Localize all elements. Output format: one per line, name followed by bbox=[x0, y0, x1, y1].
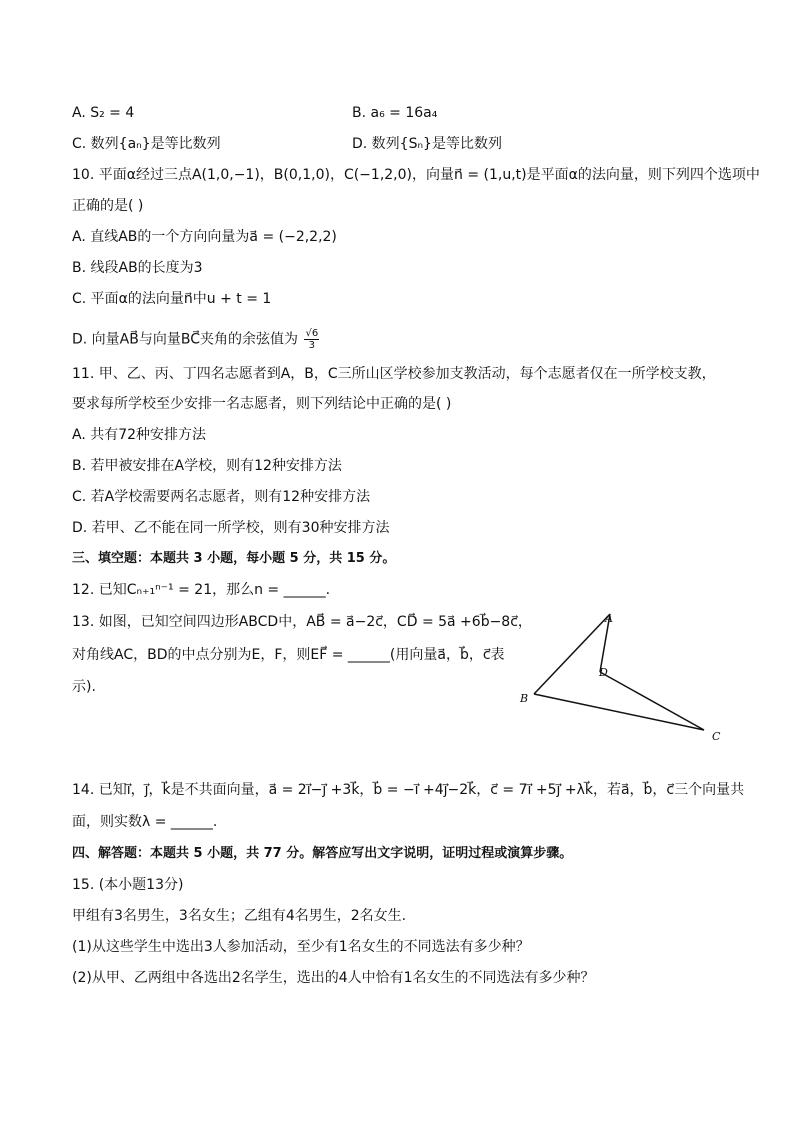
q9-option-a: A. S₂ = 4 bbox=[72, 105, 135, 121]
fraction-denominator: 3 bbox=[308, 340, 315, 351]
q15-part2: (2)从甲、乙两组中各选出2名学生，选出的4人中恰有1名女生的不同选法有多少种？ bbox=[72, 970, 595, 986]
label-a: A bbox=[605, 612, 613, 625]
edge-a-b bbox=[534, 614, 610, 694]
q14-line1: 14. 已知i⃗，j⃗，k⃗是不共面向量，a⃗ = 2i⃗−j⃗ +3k⃗，b⃗ = −i⃗ +4j⃗−2k⃗，c⃗ = 7i⃗ +5j⃗ +λk⃗，若a⃗，b⃗，c⃗三个向量共 bbox=[72, 782, 745, 798]
q10-stem-line1: 10. 平面α经过三点A(1,0,−1)，B(0,1,0)，C(−1,2,0)，向量n⃗ = (1,u,t)是平面α的法向量，则下列四个选项中 bbox=[72, 167, 760, 183]
q9-option-b: B. a₆ = 16a₄ bbox=[352, 105, 438, 121]
q10-option-a: A. 直线AB的一个方向向量为a⃗ = (−2,2,2) bbox=[72, 229, 337, 245]
q15-stem: 甲组有3名男生，3名女生；乙组有4名男生，2名女生. bbox=[72, 908, 407, 924]
quadrilateral-figure bbox=[512, 608, 744, 748]
q11-option-a: A. 共有72种安排方法 bbox=[72, 427, 207, 443]
label-b: B bbox=[520, 692, 529, 705]
q11-option-d: D. 若甲、乙不能在同一所学校，则有30种安排方法 bbox=[72, 520, 390, 536]
fraction-numerator: √6 bbox=[305, 328, 319, 339]
q10-option-d-text: D. 向量AB⃗与向量BC⃗夹角的余弦值为 bbox=[72, 331, 298, 348]
edge-b-c bbox=[534, 694, 704, 730]
q9-option-d: D. 数列{Sₙ}是等比数列 bbox=[352, 136, 502, 152]
q11-stem-line2: 要求每所学校至少安排一名志愿者，则下列结论中正确的是( ) bbox=[72, 396, 452, 412]
q10-option-d bbox=[72, 328, 319, 351]
label-c: C bbox=[712, 730, 721, 743]
q15-part1: (1)从这些学生中选出3人参加活动，至少有1名女生的不同选法有多少种？ bbox=[72, 939, 530, 955]
edge-c-d bbox=[600, 672, 704, 730]
section-4-heading: 四、解答题：本题共 5 小题，共 77 分。解答应写出文字说明，证明过程或演算步骤。 bbox=[72, 846, 573, 861]
q10-option-c: C. 平面α的法向量n⃗中u + t = 1 bbox=[72, 291, 272, 307]
quadrilateral-svg bbox=[512, 608, 744, 748]
q11-option-b: B. 若甲被安排在A学校，则有12种安排方法 bbox=[72, 458, 342, 474]
q13-line1: 13. 如图，已知空间四边形ABCD中，AB⃗ = a⃗−2c⃗，CD⃗ = 5a⃗ +6b⃗−8c⃗， bbox=[72, 614, 532, 630]
q15-header: 15. (本小题13分) bbox=[72, 877, 184, 893]
q9-option-c: C. 数列{aₙ}是等比数列 bbox=[72, 136, 221, 152]
q12-text: 12. 已知Cₙ₊₁ⁿ⁻¹ = 21，那么n = ______. bbox=[72, 582, 331, 598]
q11-option-c: C. 若A学校需要两名志愿者，则有12种安排方法 bbox=[72, 489, 371, 505]
label-d: D bbox=[599, 666, 608, 679]
q14-line2: 面，则实数λ = ______. bbox=[72, 814, 218, 830]
section-3-heading: 三、填空题：本题共 3 小题，每小题 5 分，共 15 分。 bbox=[72, 551, 396, 566]
q13-line3: 示). bbox=[72, 679, 96, 695]
q13-line2: 对角线AC，BD的中点分别为E，F，则EF⃗ = ______(用向量a⃗，b⃗，c⃗表 bbox=[72, 647, 505, 663]
q10-option-d-fraction bbox=[304, 328, 319, 351]
q10-option-b: B. 线段AB的长度为3 bbox=[72, 260, 203, 276]
q11-stem-line1: 11. 甲、乙、丙、丁四名志愿者到A，B，C三所山区学校参加支教活动，每个志愿者仅在一所学校支教， bbox=[72, 366, 716, 382]
q10-stem-line2: 正确的是( ) bbox=[72, 198, 144, 214]
